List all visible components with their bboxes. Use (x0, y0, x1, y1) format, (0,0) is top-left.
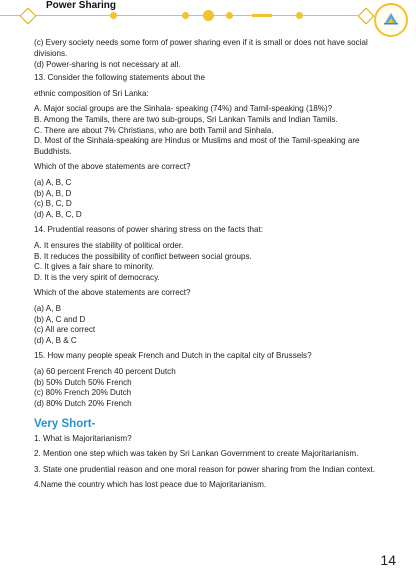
dot-ornament-large (203, 10, 214, 21)
short-question-1: 1. What is Majoritarianism? (34, 433, 132, 443)
answer-option: (a) 60 percent French 40 percent Dutch (34, 366, 176, 376)
answer-option: (b) 50% Dutch 50% French (34, 377, 132, 387)
short-question-2: 2. Mention one step which was taken by Sri Lankan Government to create Majoritarianism. (34, 449, 359, 459)
short-question-3: 3. State one prudential reason and one moral reason for power sharing from the Indian context. (34, 464, 376, 474)
statement-a: A. It ensures the stability of political order. (34, 240, 184, 250)
section-heading-very-short: Very Short- (34, 417, 96, 430)
page-header (0, 0, 416, 34)
publisher-logo (374, 3, 408, 37)
question-15: 15. How many people speak French and Dutch in the capital city of Brussels? (34, 351, 312, 361)
answer-option: (a) A, B (34, 303, 61, 313)
answer-option: (b) A, C and D (34, 314, 86, 324)
dot-ornament (226, 12, 233, 19)
statement-d: D. Most of the Sinhala-speaking are Hindus or Muslims and most of the Tamil-speaking are Buddhists. (34, 136, 360, 157)
option-d: (d) Power-sharing is not necessary at all. (34, 59, 181, 69)
statement-c: C. It gives a fair share to minority. (34, 262, 154, 272)
question-13-line2: ethnic composition of Sri Lanka: (34, 88, 149, 98)
short-question-4: 4.Name the country which has lost peace due to Majoritarianism. (34, 479, 267, 489)
answer-option: (d) 80% Dutch 20% French (34, 399, 132, 409)
question-prompt: Which of the above statements are correct? (34, 288, 191, 298)
diamond-ornament-right (358, 8, 375, 25)
answer-option: (c) B, C, D (34, 199, 72, 209)
header-title: Power Sharing (46, 0, 117, 11)
dot-ornament (110, 12, 117, 19)
statement-b: B. Among the Tamils, there are two sub-groups, Sri Lankan Tamils and Indian Tamils. (34, 114, 338, 124)
answer-option: (c) All are correct (34, 325, 96, 335)
logo-icon (383, 11, 399, 25)
question-13-line1: 13. Consider the following statements about the (34, 73, 205, 83)
answer-option: (a) A, B, C (34, 177, 72, 187)
bar-ornament (252, 14, 272, 17)
option-c: (c) Every society needs some form of power sharing even if it is small or does not have social divisions. (34, 38, 368, 58)
page-content (34, 38, 384, 491)
diamond-ornament-left (20, 8, 37, 25)
statement-c: C. There are about 7% Christians, who are both Tamil and Sinhala. (34, 125, 274, 135)
statement-a: A. Major social groups are the Sinhala- speaking (74%) and Tamil-speaking (18%)? (34, 103, 333, 113)
statement-b: B. It reduces the possibility of conflict between social groups. (34, 251, 252, 261)
answer-option: (d) A, B, C, D (34, 210, 82, 220)
answer-option: (c) 80% French 20% Dutch (34, 388, 132, 398)
question-14: 14. Prudential reasons of power sharing stress on the facts that: (34, 225, 264, 235)
dot-ornament (296, 12, 303, 19)
answer-option: (b) A, B, D (34, 188, 72, 198)
dot-ornament (182, 12, 189, 19)
statement-d: D. It is the very spirit of democracy. (34, 273, 160, 283)
answer-option: (d) A, B & C (34, 336, 77, 346)
page-number: 14 (380, 552, 396, 568)
question-prompt: Which of the above statements are correct? (34, 162, 191, 172)
